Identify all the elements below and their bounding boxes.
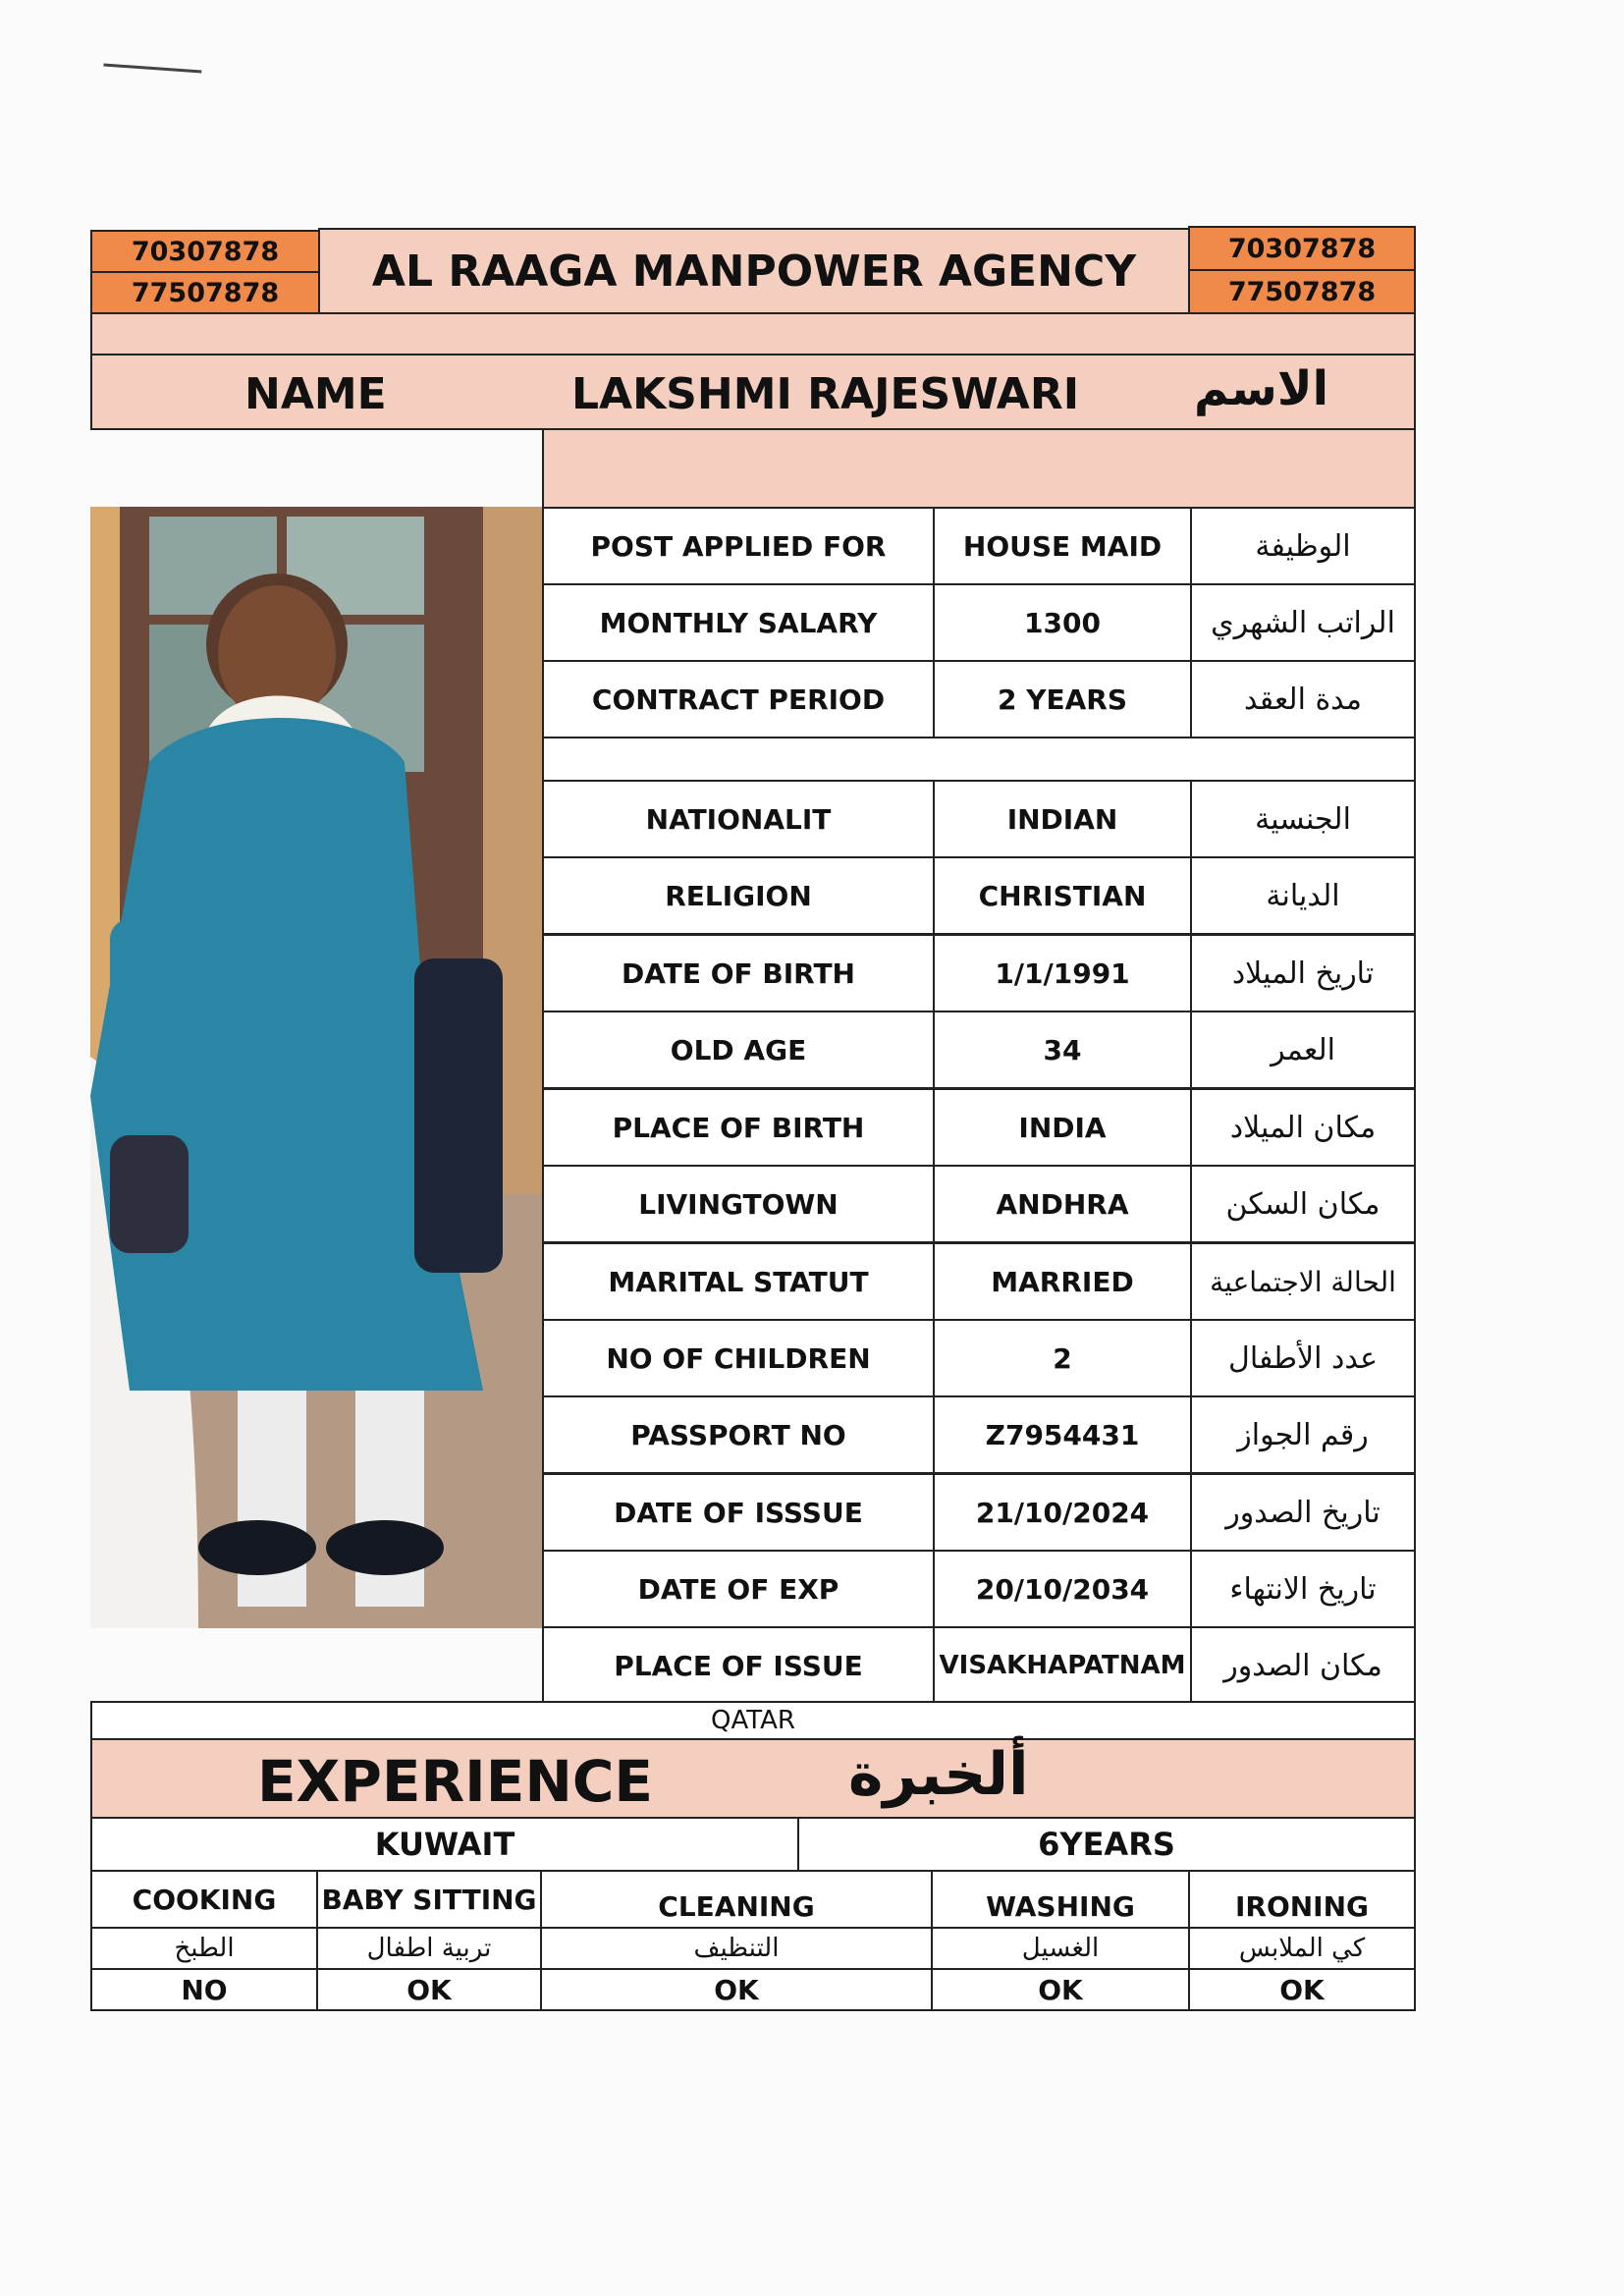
- info-label: LIVINGTOWN: [542, 1165, 935, 1243]
- experience-note: QATAR: [90, 1701, 1416, 1740]
- job-arabic: مدة العقد: [1190, 660, 1416, 738]
- info-label: OLD AGE: [542, 1011, 935, 1089]
- skill-status: NO: [90, 1968, 318, 2011]
- skill-arabic: تربية اطفال: [316, 1927, 542, 1970]
- name-value: LAKSHMI RAJESWARI: [571, 369, 1080, 419]
- info-label: NO OF CHILDREN: [542, 1319, 935, 1397]
- name-label: NAME: [244, 369, 387, 419]
- skill-name: BABY SITTING: [316, 1870, 542, 1929]
- experience-years: 6YEARS: [797, 1817, 1416, 1872]
- skill-name: IRONING: [1188, 1870, 1416, 1929]
- header-spacer: [90, 312, 1416, 355]
- candidate-photo: [90, 507, 542, 1628]
- job-label: MONTHLY SALARY: [542, 583, 935, 662]
- experience-title-arabic: ألخبرة: [848, 1740, 1029, 1809]
- name-row: [90, 354, 1416, 430]
- info-arabic: رقم الجواز: [1190, 1395, 1416, 1474]
- skill-arabic: التنظيف: [540, 1927, 933, 1970]
- skill-arabic: كي الملابس: [1188, 1927, 1416, 1970]
- info-arabic: مكان الصدور: [1190, 1626, 1416, 1705]
- info-arabic: تاريخ الصدور: [1190, 1473, 1416, 1552]
- info-value: INDIAN: [933, 780, 1192, 858]
- info-label: DATE OF BIRTH: [542, 934, 935, 1012]
- photo-top-spacer: [542, 428, 1416, 509]
- photo-bottom-blank: [90, 1628, 542, 1703]
- skill-name: WASHING: [931, 1870, 1190, 1929]
- info-arabic: مكان الميلاد: [1190, 1088, 1416, 1167]
- skill-status: OK: [540, 1968, 933, 2011]
- agency-title: AL RAAGA MANPOWER AGENCY: [318, 228, 1190, 314]
- info-value: 2: [933, 1319, 1192, 1397]
- info-value: 20/10/2034: [933, 1550, 1192, 1628]
- experience-country: KUWAIT: [90, 1817, 799, 1872]
- job-value: 1300: [933, 583, 1192, 662]
- skill-name: COOKING: [90, 1870, 318, 1929]
- info-arabic: الديانة: [1190, 856, 1416, 935]
- job-label: POST APPLIED FOR: [542, 507, 935, 585]
- job-value: 2 YEARS: [933, 660, 1192, 738]
- skill-status: OK: [931, 1968, 1190, 2011]
- info-label: PASSPORT NO: [542, 1395, 935, 1474]
- info-value: VISAKHAPATNAM: [933, 1626, 1192, 1705]
- skill-status: OK: [316, 1968, 542, 2011]
- phone-right-2: 77507878: [1188, 269, 1416, 314]
- experience-header: [90, 1738, 1416, 1819]
- info-label: MARITAL STATUT: [542, 1242, 935, 1321]
- info-value: INDIA: [933, 1088, 1192, 1167]
- experience-title: EXPERIENCE: [257, 1748, 654, 1815]
- info-label: NATIONALIT: [542, 780, 935, 858]
- scan-mark: [103, 64, 202, 83]
- info-label: RELIGION: [542, 856, 935, 935]
- job-value: HOUSE MAID: [933, 507, 1192, 585]
- phone-left-2: 77507878: [90, 271, 320, 314]
- info-label: DATE OF EXP: [542, 1550, 935, 1628]
- skill-arabic: الطبخ: [90, 1927, 318, 1970]
- info-value: 34: [933, 1011, 1192, 1089]
- info-value: Z7954431: [933, 1395, 1192, 1474]
- info-value: 1/1/1991: [933, 934, 1192, 1012]
- info-label: DATE OF ISSSUE: [542, 1473, 935, 1552]
- name-arabic: الاسم: [1194, 361, 1329, 416]
- info-value: MARRIED: [933, 1242, 1192, 1321]
- info-arabic: عدد الأطفال: [1190, 1319, 1416, 1397]
- phone-right-1: 70307878: [1188, 226, 1416, 271]
- info-arabic: مكان السكن: [1190, 1165, 1416, 1243]
- job-arabic: الوظيفة: [1190, 507, 1416, 585]
- job-label: CONTRACT PERIOD: [542, 660, 935, 738]
- skill-status: OK: [1188, 1968, 1416, 2011]
- info-value: CHRISTIAN: [933, 856, 1192, 935]
- info-label: PLACE OF BIRTH: [542, 1088, 935, 1167]
- info-arabic: تاريخ الانتهاء: [1190, 1550, 1416, 1628]
- skill-name: CLEANING: [540, 1870, 933, 1929]
- info-arabic: تاريخ الميلاد: [1190, 934, 1416, 1012]
- info-label: PLACE OF ISSUE: [542, 1626, 935, 1705]
- info-arabic: الحالة الاجتماعية: [1190, 1242, 1416, 1321]
- job-arabic: الراتب الشهري: [1190, 583, 1416, 662]
- candidate-photo-illustration: [90, 507, 542, 1628]
- info-value: 21/10/2024: [933, 1473, 1192, 1552]
- info-arabic: الجنسية: [1190, 780, 1416, 858]
- info-arabic: العمر: [1190, 1011, 1416, 1089]
- skill-arabic: الغسيل: [931, 1927, 1190, 1970]
- phone-left-1: 70307878: [90, 230, 320, 273]
- job-spacer: [542, 737, 1416, 782]
- info-value: ANDHRA: [933, 1165, 1192, 1243]
